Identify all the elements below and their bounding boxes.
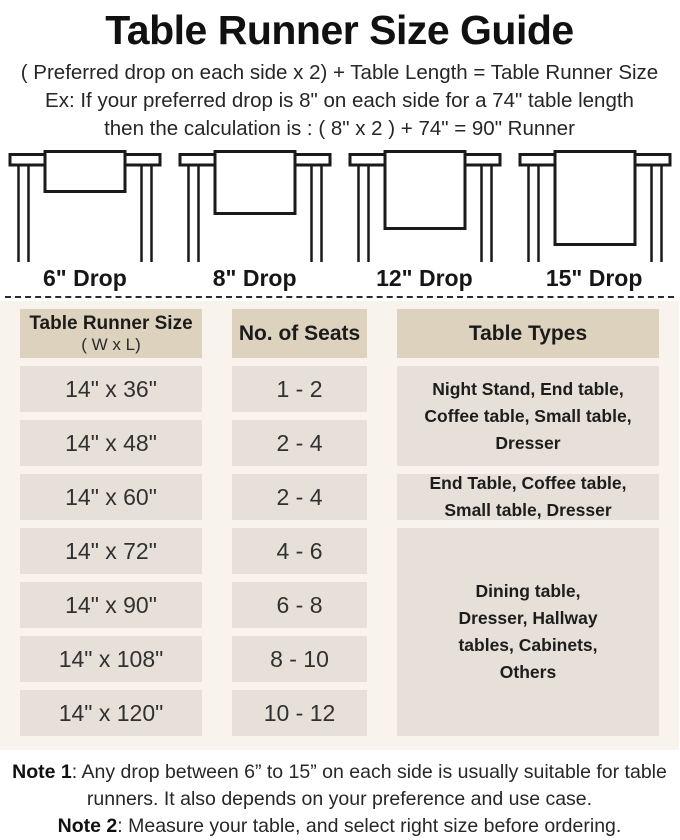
drop-figure-12in	[340, 150, 510, 262]
drop-label-8in: 8" Drop	[212, 265, 297, 292]
note-1	[6, 759, 673, 813]
size-cell: 14" x 36"	[20, 366, 202, 412]
seats-cell: 2 - 4	[232, 420, 367, 466]
header-runner-size-sub: ( W x L)	[81, 335, 141, 355]
size-cell: 14" x 90"	[20, 582, 202, 628]
page-title: Table Runner Size Guide	[105, 7, 574, 53]
notes-block	[0, 750, 679, 840]
size-cell: 14" x 48"	[20, 420, 202, 466]
note-2	[6, 813, 673, 840]
size-cell: 14" x 108"	[20, 636, 202, 682]
table-types-cell-large: Dining table, Dresser, Hallway tables, Cabinets, Others	[397, 528, 659, 736]
formula-line-3: then the calculation is : ( 8" x 2 ) + 74" = 90" Runner	[104, 117, 575, 141]
size-guide-section	[0, 301, 679, 750]
seats-cell: 1 - 2	[232, 366, 367, 412]
drop-figure-8in	[170, 150, 340, 262]
formula-block	[0, 59, 679, 143]
drop-label-12in: 12" Drop	[376, 265, 473, 292]
runner-drape	[45, 152, 125, 192]
header-seats: No. of Seats	[232, 309, 367, 358]
seats-cell: 2 - 4	[232, 474, 367, 520]
size-cell: 14" x 60"	[20, 474, 202, 520]
table-types-cell-small: Night Stand, End table, Coffee table, Small table, Dresser	[397, 366, 659, 466]
size-cell: 14" x 72"	[20, 528, 202, 574]
dashed-divider	[5, 296, 674, 298]
runner-drape	[385, 152, 465, 229]
seats-cell: 8 - 10	[232, 636, 367, 682]
drop-label-6in: 6" Drop	[43, 265, 127, 292]
drop-labels	[0, 265, 679, 292]
table-runner-illustration	[510, 150, 680, 262]
size-cell: 14" x 120"	[20, 690, 202, 736]
drop-figures	[0, 150, 679, 262]
runner-drape	[215, 152, 295, 214]
formula-line-1: ( Preferred drop on each side x 2) + Table Length = Table Runner Size	[20, 61, 659, 85]
drop-label-15in: 15" Drop	[545, 265, 643, 292]
note-2-label: Note 2	[57, 815, 118, 838]
seats-cell: 4 - 6	[232, 528, 367, 574]
note-1-label: Note 1	[12, 761, 72, 784]
header-table-types: Table Types	[397, 309, 659, 358]
header-runner-size	[20, 309, 202, 358]
seats-cell: 6 - 8	[232, 582, 367, 628]
formula-line-2: Ex: If your preferred drop is 8" on each side for a 74" table length	[45, 89, 634, 113]
runner-drape	[555, 152, 635, 245]
drop-figure-6in	[0, 150, 170, 262]
note-1-text: : Any drop between 6” to 15” on each side is usually suitable for table runners. It also depends on your preference and use case.	[71, 761, 667, 811]
drop-figure-15in	[510, 150, 680, 262]
table-types-cell-medium: End Table, Coffee table, Small table, Dresser	[397, 474, 659, 520]
note-2-text: : Measure your table, and select right size before ordering.	[117, 815, 622, 838]
table-runner-illustration	[170, 150, 340, 262]
seats-cell: 10 - 12	[232, 690, 367, 736]
table-runner-illustration	[0, 150, 170, 262]
table-runner-illustration	[340, 150, 510, 262]
size-guide-table	[0, 309, 679, 736]
header-runner-size-title: Table Runner Size	[29, 313, 193, 335]
